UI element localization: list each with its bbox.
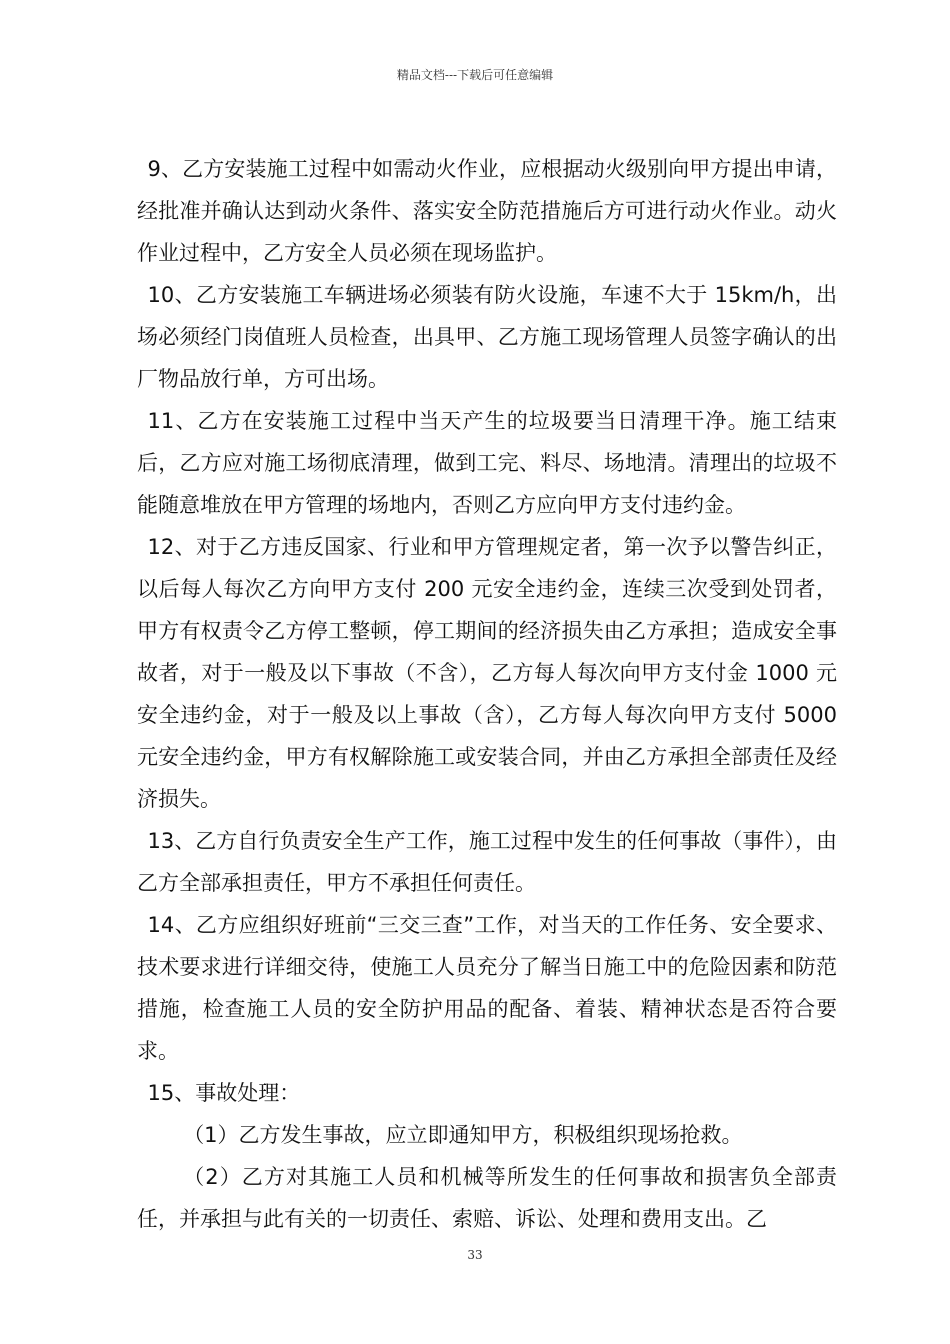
page-number: 33 <box>467 1248 483 1262</box>
clause-15-item-2: （2）乙方对其施工人员和机械等所发生的任何事故和损害负全部责任，并承担与此有关的一切责任、索赔、诉讼、处理和费用支出。乙 <box>137 1165 837 1231</box>
clause-15-heading: 15、事故处理： <box>147 1081 301 1105</box>
clause-15-item-1: （1）乙方发生事故，应立即通知甲方，积极组织现场抢救。 <box>183 1123 743 1147</box>
clause-11: 11、乙方在安装施工过程中当天产生的垃圾要当日清理干净。施工结束后，乙方应对施工场彻底清理，做到工完、料尽、场地清。清理出的垃圾不能随意堆放在甲方管理的场地内，否则乙方应向甲方支付违约金。 <box>137 409 837 517</box>
document-body <box>137 148 837 1240</box>
page-header: 精品文档---下载后可任意编辑 <box>396 68 554 82</box>
clause-12: 12、对于乙方违反国家、行业和甲方管理规定者，第一次予以警告纠正，以后每人每次乙方向甲方支付 200 元安全违约金，连续三次受到处罚者，甲方有权责令乙方停工整顿，停工期间的经济损失由乙方承担；造成安全事故者，对于一般及以下事故（不含），乙方每人每次向甲方支付金 1000 元安全违约金，对于一般及以上事故（含），乙方每人每次向甲方支付 5000 元安全违约金，甲方有权解除施工或安装合同，并由乙方承担全部责任及经济损失。 <box>137 535 837 811</box>
clause-14: 14、乙方应组织好班前“三交三查”工作，对当天的工作任务、安全要求、技术要求进行详细交待，使施工人员充分了解当日施工中的危险因素和防范措施，检查施工人员的安全防护用品的配备、着装、精神状态是否符合要求。 <box>137 913 837 1063</box>
clause-10: 10、乙方安装施工车辆进场必须装有防火设施，车速不大于 15km/h，出场必须经门岗值班人员检查，出具甲、乙方施工现场管理人员签字确认的出厂物品放行单，方可出场。 <box>137 283 837 391</box>
clause-13: 13、乙方自行负责安全生产工作，施工过程中发生的任何事故（事件），由乙方全部承担责任，甲方不承担任何责任。 <box>137 829 837 895</box>
clause-9: 9、乙方安装施工过程中如需动火作业，应根据动火级别向甲方提出申请，经批准并确认达到动火条件、落实安全防范措施后方可进行动火作业。动火作业过程中，乙方安全人员必须在现场监护。 <box>137 157 837 265</box>
